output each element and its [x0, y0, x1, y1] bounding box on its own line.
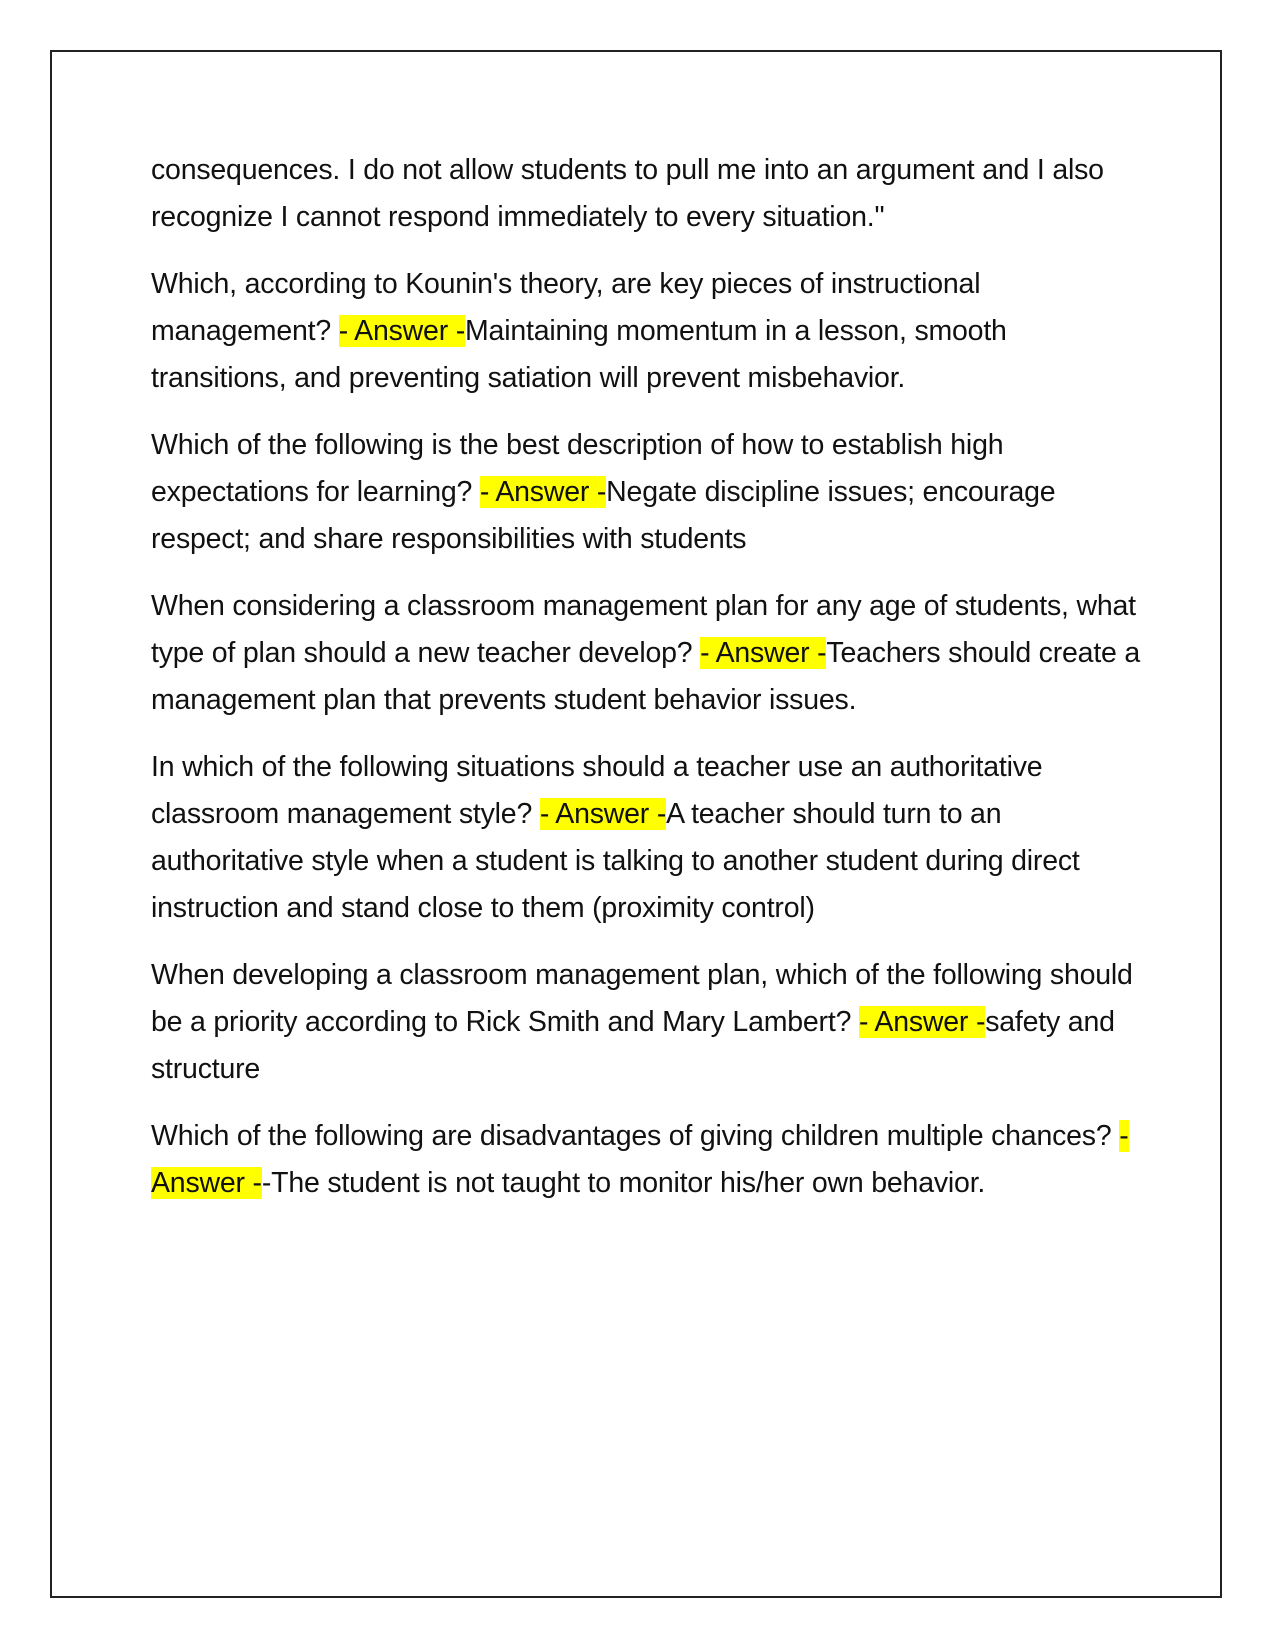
answer-marker: - Answer -	[479, 476, 607, 508]
question-text: In which of the following situations should a teacher use an authoritative classroom management style?	[151, 751, 1043, 830]
answer-marker: - Answer -	[539, 798, 667, 830]
question-text: When considering a classroom management plan for any age of students, what type of plan should a new teacher develop?	[151, 590, 1136, 669]
question-text: Which, according to Kounin's theory, are key pieces of instructional management?	[151, 268, 981, 347]
qa-item-3	[151, 583, 1141, 724]
answer-text: Negate discipline issues; encourage respect; and share responsibilities with students	[151, 476, 1056, 555]
answer-marker: - Answer -	[700, 637, 827, 669]
qa-item-5	[151, 952, 1141, 1093]
document-body	[151, 147, 1141, 1227]
answer-marker: - Answer -	[338, 315, 466, 347]
question-text: Which of the following are disadvantages of giving children multiple chances?	[151, 1120, 1120, 1152]
answer-text: safety and structure	[151, 1006, 1115, 1085]
answer-text: Teachers should create a management plan that prevents student behavior issues.	[151, 637, 1141, 716]
answer-marker: - Answer -	[858, 1006, 986, 1038]
qa-item-2	[151, 422, 1141, 563]
question-text: Which of the following is the best description of how to establish high expectations for learning?	[151, 429, 1004, 508]
question-text: When developing a classroom management plan, which of the following should be a priority according to Rick Smith and Mary Lambert?	[151, 959, 1133, 1038]
answer-marker: - Answer -	[151, 1120, 1129, 1199]
intro-text: consequences. I do not allow students to pull me into an argument and I also recognize I cannot respond immediately to every situation."	[151, 154, 1104, 233]
answer-text: Maintaining momentum in a lesson, smooth transitions, and preventing satiation will prevent misbehavior.	[151, 315, 1007, 394]
intro-paragraph	[151, 147, 1141, 241]
answer-text: A teacher should turn to an authoritative style when a student is talking to another student during direct instruction and stand close to them (proximity control)	[151, 798, 1080, 924]
qa-item-1	[151, 261, 1141, 402]
qa-item-6	[151, 1113, 1141, 1207]
answer-text: -The student is not taught to monitor his/her own behavior.	[261, 1167, 986, 1199]
qa-item-4	[151, 744, 1141, 932]
